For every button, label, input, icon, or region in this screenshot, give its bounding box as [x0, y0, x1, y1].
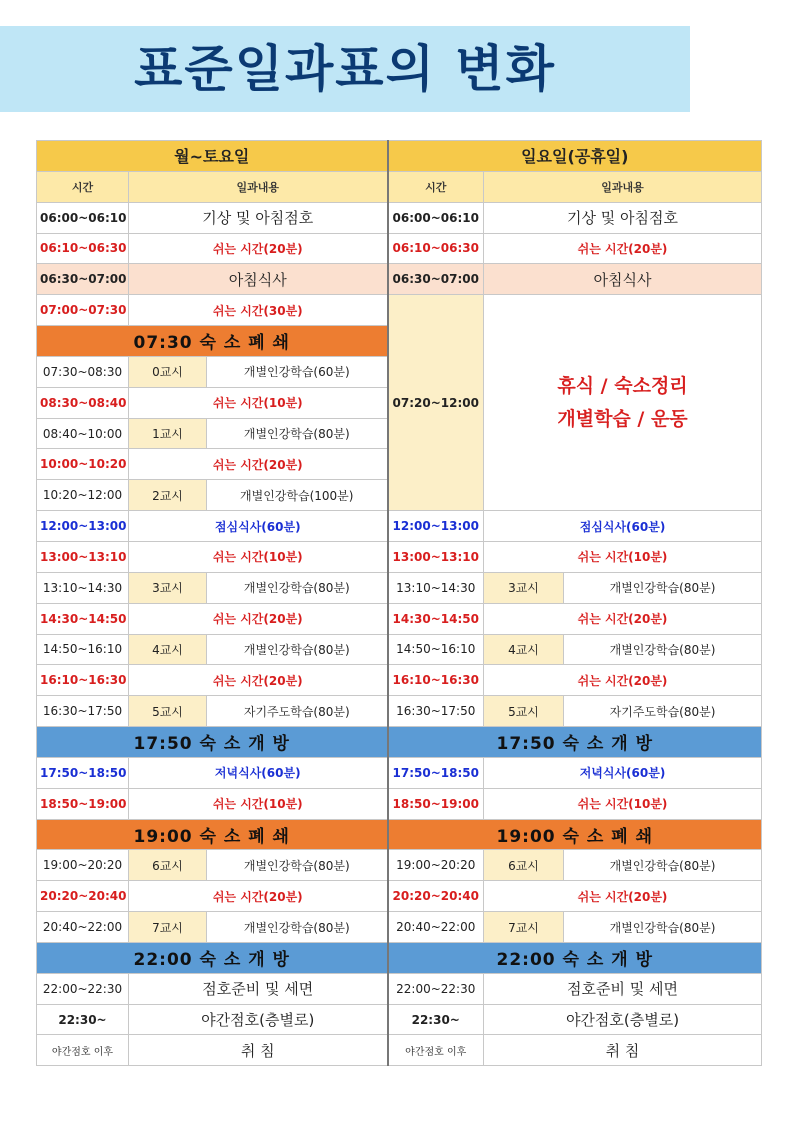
table-row: [37, 233, 762, 264]
dorm-open-banner: 22:00 숙 소 개 방: [37, 942, 388, 973]
dorm-closed-banner: 07:30 숙 소 폐 쇄: [37, 326, 388, 357]
breakfast-cell: 아침식사: [129, 264, 388, 295]
rest-cell: 쉬는 시간(20분): [129, 449, 388, 480]
time-cell: 20:20~20:40: [37, 881, 129, 912]
time-cell: 12:00~13:00: [37, 511, 129, 542]
time-cell: 08:30~08:40: [37, 387, 129, 418]
lunch-cell: 점심식사(60분): [129, 511, 388, 542]
time-cell: 20:20~20:40: [388, 881, 484, 912]
time-cell: 22:00~22:30: [388, 973, 484, 1004]
rest-cell: 쉬는 시간(20분): [484, 881, 762, 912]
period-cell: 7교시: [129, 912, 207, 943]
table-row: [37, 171, 762, 202]
time-header: 시간: [37, 171, 129, 202]
time-cell: 06:00~06:10: [37, 202, 129, 233]
time-cell: 야간점호 이후: [388, 1035, 484, 1066]
table-row: [37, 727, 762, 758]
time-cell: 07:30~08:30: [37, 356, 129, 387]
period-cell: 3교시: [484, 572, 564, 603]
activity-cell: 야간점호(층별로): [484, 1004, 762, 1035]
dorm-open-banner: 22:00 숙 소 개 방: [388, 942, 762, 973]
time-header: 시간: [388, 171, 484, 202]
time-cell: 06:30~07:00: [388, 264, 484, 295]
table-row: [37, 541, 762, 572]
rest-cell: 쉬는 시간(20분): [484, 665, 762, 696]
activity-cell: 개별인강학습(80분): [207, 912, 388, 943]
time-cell: 07:00~07:30: [37, 295, 129, 326]
time-cell: 야간점호 이후: [37, 1035, 129, 1066]
time-cell: 06:10~06:30: [388, 233, 484, 264]
time-cell: 16:30~17:50: [388, 696, 484, 727]
table-row: [37, 912, 762, 943]
time-cell: 13:00~13:10: [388, 541, 484, 572]
time-cell: 16:10~16:30: [37, 665, 129, 696]
sunday-rest-line1: 휴식 / 숙소정리: [557, 375, 688, 398]
rest-cell: 쉬는 시간(20분): [129, 665, 388, 696]
time-cell: 14:30~14:50: [37, 603, 129, 634]
activity-cell: 자기주도학습(80분): [564, 696, 762, 727]
time-cell: 14:30~14:50: [388, 603, 484, 634]
time-cell: 10:20~12:00: [37, 480, 129, 511]
time-cell: 17:50~18:50: [388, 757, 484, 788]
activity-cell: 취 침: [129, 1035, 388, 1066]
activity-cell: 기상 및 아침점호: [129, 202, 388, 233]
rest-cell: 쉬는 시간(20분): [484, 233, 762, 264]
content-header: 일과내용: [484, 171, 762, 202]
rest-cell: 쉬는 시간(10분): [484, 541, 762, 572]
table-row: [37, 788, 762, 819]
rest-cell: 쉬는 시간(10분): [129, 541, 388, 572]
dinner-cell: 저녁식사(60분): [129, 757, 388, 788]
table-row: [37, 696, 762, 727]
dorm-closed-banner: 19:00 숙 소 폐 쇄: [37, 819, 388, 850]
time-cell: 13:10~14:30: [37, 572, 129, 603]
activity-cell: 개별인강학습(80분): [207, 634, 388, 665]
activity-cell: 야간점호(층별로): [129, 1004, 388, 1035]
table-row: [37, 850, 762, 881]
period-cell: 7교시: [484, 912, 564, 943]
sunday-rest-line2: 개별학습 / 운동: [557, 407, 688, 430]
time-cell: 14:50~16:10: [37, 634, 129, 665]
period-cell: 5교시: [484, 696, 564, 727]
table-row: [37, 1004, 762, 1035]
table-row: [37, 572, 762, 603]
rest-cell: 쉬는 시간(30분): [129, 295, 388, 326]
table-row: [37, 757, 762, 788]
title-banner: [0, 26, 690, 112]
activity-cell: 개별인강학습(80분): [564, 850, 762, 881]
rest-cell: 쉬는 시간(10분): [129, 387, 388, 418]
time-cell: 22:00~22:30: [37, 973, 129, 1004]
time-cell: 17:50~18:50: [37, 757, 129, 788]
rest-cell: 쉬는 시간(20분): [484, 603, 762, 634]
period-cell: 2교시: [129, 480, 207, 511]
weekday-header: 월~토요일: [37, 141, 388, 172]
period-cell: 4교시: [129, 634, 207, 665]
rest-cell: 쉬는 시간(10분): [484, 788, 762, 819]
dorm-closed-banner: 19:00 숙 소 폐 쇄: [388, 819, 762, 850]
table-row: [37, 881, 762, 912]
schedule-table: [36, 140, 762, 1066]
time-cell: 16:10~16:30: [388, 665, 484, 696]
content-header: 일과내용: [129, 171, 388, 202]
table-row: [37, 665, 762, 696]
period-cell: 4교시: [484, 634, 564, 665]
dinner-cell: 저녁식사(60분): [484, 757, 762, 788]
table-row: [37, 295, 762, 326]
period-cell: 6교시: [484, 850, 564, 881]
table-row: [37, 1035, 762, 1066]
time-cell: 20:40~22:00: [388, 912, 484, 943]
period-cell: 0교시: [129, 356, 207, 387]
time-cell: 20:40~22:00: [37, 912, 129, 943]
sunday-rest-time: 07:20~12:00: [388, 295, 484, 511]
dorm-open-banner: 17:50 숙 소 개 방: [37, 727, 388, 758]
rest-cell: 쉬는 시간(20분): [129, 233, 388, 264]
time-cell: 18:50~19:00: [37, 788, 129, 819]
sunday-rest-cell: [484, 295, 762, 511]
time-cell: 10:00~10:20: [37, 449, 129, 480]
time-cell: 12:00~13:00: [388, 511, 484, 542]
activity-cell: 개별인강학습(80분): [207, 572, 388, 603]
table-row: [37, 141, 762, 172]
activity-cell: 개별인강학습(60분): [207, 356, 388, 387]
sunday-header: 일요일(공휴일): [388, 141, 762, 172]
activity-cell: 개별인강학습(80분): [207, 418, 388, 449]
lunch-cell: 점심식사(60분): [484, 511, 762, 542]
time-cell: 22:30~: [388, 1004, 484, 1035]
activity-cell: 기상 및 아침점호: [484, 202, 762, 233]
table-row: [37, 603, 762, 634]
rest-cell: 쉬는 시간(20분): [129, 881, 388, 912]
activity-cell: 자기주도학습(80분): [207, 696, 388, 727]
time-cell: 19:00~20:20: [37, 850, 129, 881]
time-cell: 06:00~06:10: [388, 202, 484, 233]
table-row: [37, 942, 762, 973]
table-row: [37, 819, 762, 850]
rest-cell: 쉬는 시간(20분): [129, 603, 388, 634]
period-cell: 1교시: [129, 418, 207, 449]
time-cell: 22:30~: [37, 1004, 129, 1035]
dorm-open-banner: 17:50 숙 소 개 방: [388, 727, 762, 758]
rest-cell: 쉬는 시간(10분): [129, 788, 388, 819]
time-cell: 16:30~17:50: [37, 696, 129, 727]
time-cell: 19:00~20:20: [388, 850, 484, 881]
activity-cell: 개별인강학습(80분): [207, 850, 388, 881]
time-cell: 08:40~10:00: [37, 418, 129, 449]
time-cell: 06:10~06:30: [37, 233, 129, 264]
period-cell: 3교시: [129, 572, 207, 603]
breakfast-cell: 아침식사: [484, 264, 762, 295]
page-title: 표준일과표의 변화: [134, 40, 556, 98]
time-cell: 13:00~13:10: [37, 541, 129, 572]
activity-cell: 점호준비 및 세면: [484, 973, 762, 1004]
activity-cell: 취 침: [484, 1035, 762, 1066]
time-cell: 13:10~14:30: [388, 572, 484, 603]
table-row: [37, 511, 762, 542]
table-row: [37, 264, 762, 295]
table-row: [37, 973, 762, 1004]
activity-cell: 개별인강학습(100분): [207, 480, 388, 511]
period-cell: 5교시: [129, 696, 207, 727]
period-cell: 6교시: [129, 850, 207, 881]
time-cell: 18:50~19:00: [388, 788, 484, 819]
time-cell: 06:30~07:00: [37, 264, 129, 295]
activity-cell: 개별인강학습(80분): [564, 912, 762, 943]
activity-cell: 개별인강학습(80분): [564, 572, 762, 603]
time-cell: 14:50~16:10: [388, 634, 484, 665]
activity-cell: 점호준비 및 세면: [129, 973, 388, 1004]
activity-cell: 개별인강학습(80분): [564, 634, 762, 665]
table-row: [37, 202, 762, 233]
table-row: [37, 634, 762, 665]
